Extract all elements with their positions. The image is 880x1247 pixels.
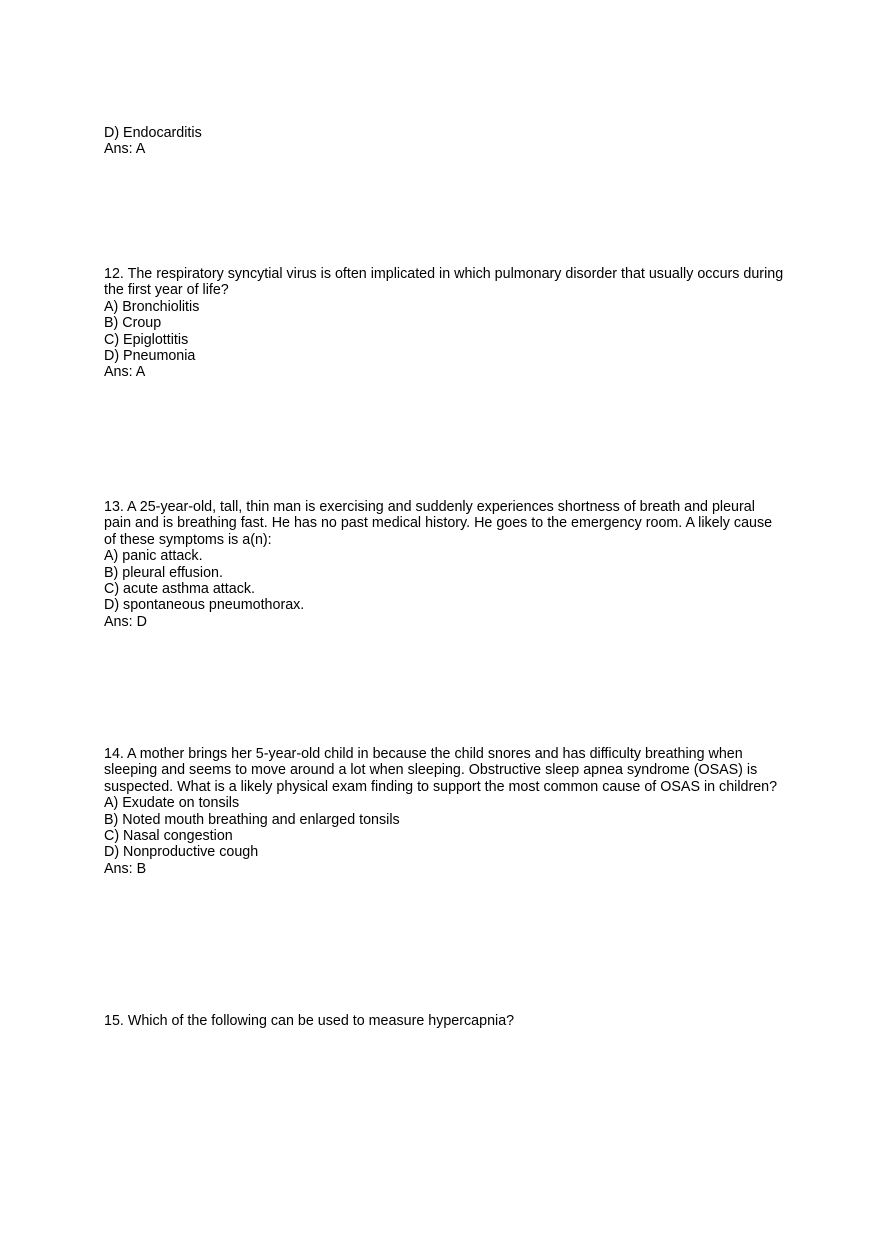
option-c: C) acute asthma attack. [104,581,255,598]
option-b: B) pleural effusion. [104,564,223,581]
question-stem: 13. A 25-year-old, tall, thin man is exercising and suddenly experiences shortness of breath and pleural pain and is breathing fast. He has no past medical history. He goes to the emergency room. A likely cause of these symptoms is a(n): [104,499,773,548]
answer-line: Ans: D [104,613,147,630]
option-c: C) Epiglottitis [104,331,189,348]
answer-line: Ans: A [104,141,146,158]
answer-line: Ans: A [104,364,146,381]
option-d: D) Nonproductive cough [104,844,259,861]
option-a: A) Bronchiolitis [104,298,200,315]
option-a: A) panic attack. [104,548,203,565]
question-12 [104,266,784,381]
question-13 [104,499,784,630]
question-15 [104,1013,784,1029]
question-14 [104,746,784,877]
option-b: B) Noted mouth breathing and enlarged tonsils [104,811,400,828]
question-stem: 14. A mother brings her 5-year-old child in because the child snores and has difficulty breathing when sleeping and seems to move around a lot when sleeping. Obstructive sleep apnea syndrome (OSAS) is suspected. What is a likely physical exam finding to support the most common cause of OSAS in children? [104,746,778,795]
option-a: A) Exudate on tonsils [104,795,240,812]
option-d: D) Pneumonia [104,348,196,365]
question-stem: 15. Which of the following can be used to measure hypercapnia? [104,1013,515,1029]
question-stem: 12. The respiratory syncytial virus is often implicated in which pulmonary disorder that usually occurs during the first year of life? [104,266,784,299]
carry-over-question [104,125,784,158]
option-c: C) Nasal congestion [104,828,233,845]
option-b: B) Croup [104,315,162,332]
answer-line: Ans: B [104,860,147,877]
option-d: D) Endocarditis [104,125,202,141]
option-d: D) spontaneous pneumothorax. [104,597,305,614]
